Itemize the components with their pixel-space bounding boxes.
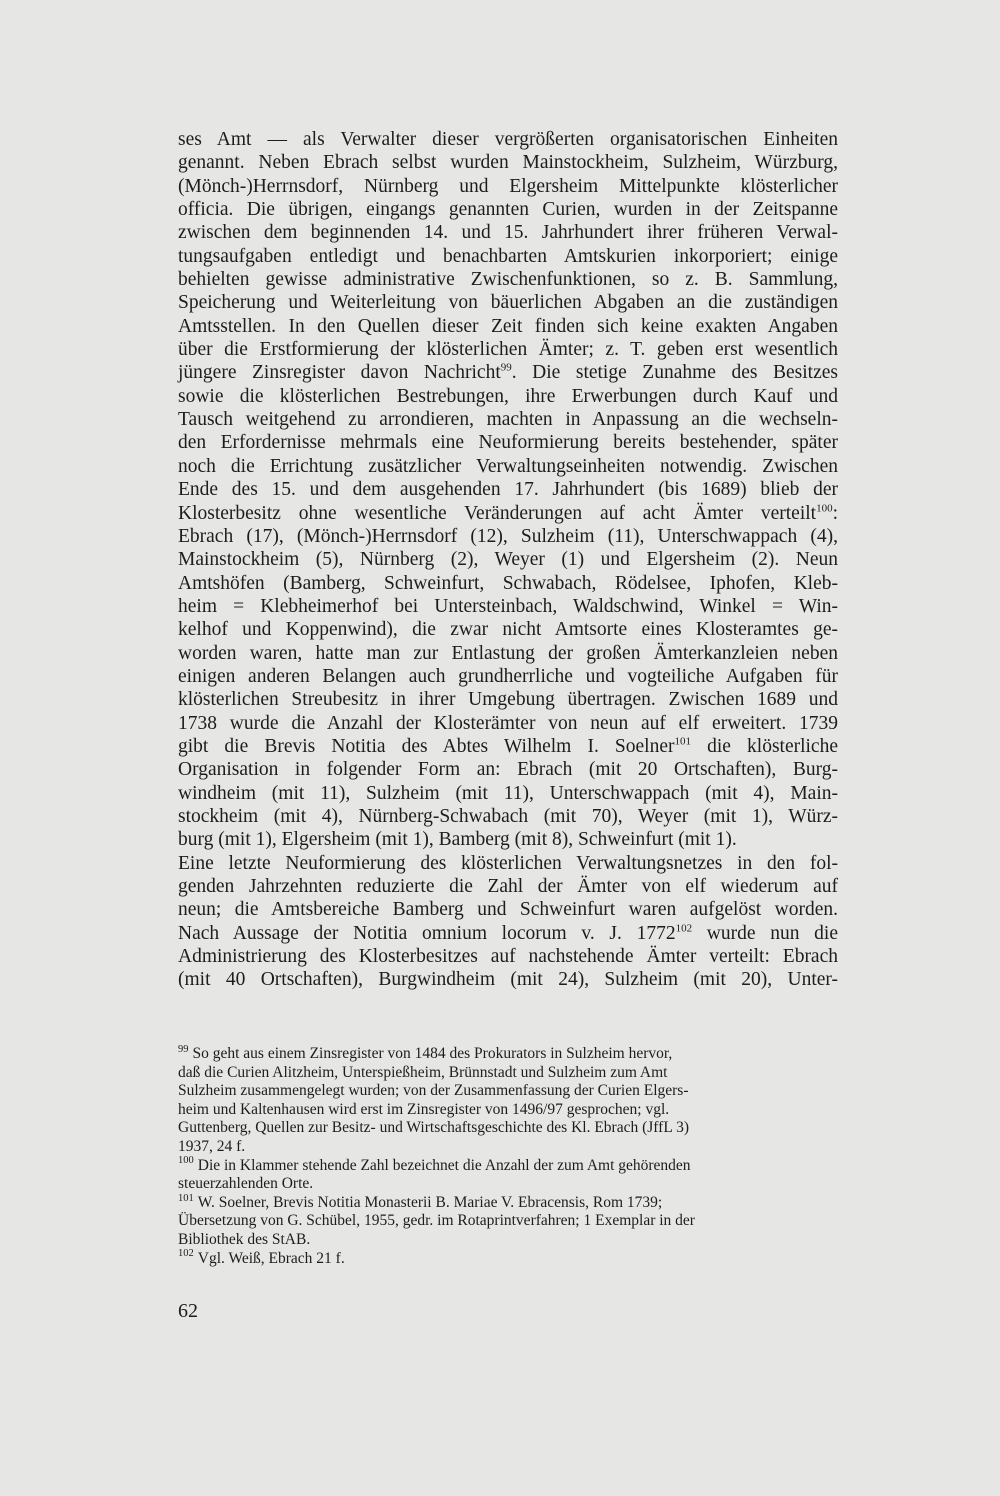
body-line <box>178 502 838 525</box>
body-line: Administrierung des Klosterbesitzes auf nachstehende Ämter verteilt: Ebrach <box>178 946 838 968</box>
footnote-number: 102 <box>178 1248 194 1260</box>
footnote-number: 101 <box>178 1192 194 1204</box>
body-line-text: : <box>832 502 838 524</box>
body-line-text: jüngere Zinsregister davon Nachricht <box>178 362 501 384</box>
footnote-99 <box>178 1045 838 1157</box>
body-line: neun; die Amtsbereiche Bamberg und Schweinfurt waren aufgelöst worden. <box>178 899 838 921</box>
footnote-102 <box>178 1250 838 1269</box>
body-line: Ende des 15. und dem ausgehenden 17. Jahrhundert (bis 1689) blieb der <box>178 479 838 501</box>
body-line: burg (mit 1), Elgersheim (mit 1), Bamberg (mit 8), Schweinfurt (mit 1). <box>178 829 737 851</box>
footnote-line-text: W. Soelner, Brevis Notitia Monasterii B. Mariae V. Ebracensis, Rom 1739; <box>197 1193 663 1211</box>
footnote-line: Sulzheim zusammengelegt wurden; von der Zusammenfassung der Curien Elgers- <box>178 1082 689 1100</box>
body-line: sowie die klösterlichen Bestrebungen, ihre Erwerbungen durch Kauf und <box>178 385 838 407</box>
body-line: genannt. Neben Ebrach selbst wurden Mainstockheim, Sulzheim, Würzburg, <box>178 152 838 174</box>
footnote-ref-99[interactable]: 99 <box>500 361 512 374</box>
body-line <box>178 735 838 758</box>
footnote-line <box>178 1045 838 1064</box>
footnotes <box>178 1045 838 1268</box>
body-line: Amtshöfen (Bamberg, Schweinfurt, Schwabach, Rödelsee, Iphofen, Kleb- <box>178 572 838 594</box>
footnote-line: steuerzahlenden Orte. <box>178 1175 314 1193</box>
body-line: 1738 wurde die Anzahl der Klosterämter von neun auf elf erweitert. 1739 <box>178 712 838 734</box>
body-line: stockheim (mit 4), Nürnberg-Schwabach (mit 70), Weyer (mit 1), Würz- <box>178 805 838 827</box>
footnote-ref-100[interactable]: 100 <box>816 502 833 514</box>
body-line: Ebrach (17), (Mönch-)Herrnsdorf (12), Sulzheim (11), Unterschwappach (4), <box>178 525 838 547</box>
footnote-line <box>178 1157 838 1176</box>
footnote-ref-102[interactable]: 102 <box>675 922 693 935</box>
body-line <box>178 922 838 945</box>
body-line: (mit 40 Ortschaften), Burgwindheim (mit 24), Sulzheim (mit 20), Unter- <box>178 969 838 991</box>
footnote-line <box>178 1250 838 1269</box>
body-line: heim = Klebheimerhof bei Untersteinbach, Waldschwind, Winkel = Win- <box>178 595 838 617</box>
body-line: Organisation in folgender Form an: Ebrach (mit 20 Ortschaften), Burg- <box>178 759 838 781</box>
body-line: Mainstockheim (5), Nürnberg (2), Weyer (1) und Elgersheim (2). Neun <box>178 549 838 571</box>
body-line-text: gibt die Brevis Notitia des Abtes Wilhelm I. Soelner <box>178 735 675 757</box>
body-line: ses Amt — als Verwalter dieser vergrößerten organisatorischen Einheiten <box>178 129 838 150</box>
body-line: Tausch weitgehend zu arrondieren, machten in Anpassung an die wechseln- <box>178 409 838 431</box>
body-line: tungsaufgaben entledigt und benachbarten Amtskurien inkorporiert; einige <box>178 245 838 267</box>
footnote-line: Guttenberg, Quellen zur Besitz- und Wirtschaftsgeschichte des Kl. Ebrach (JffL 3) <box>178 1119 690 1137</box>
body-line: kelhof und Koppenwind), die zwar nicht Amtsorte eines Klosteramtes ge- <box>178 619 838 641</box>
body-line: klösterlichen Streubesitz in ihrer Umgebung übertragen. Zwischen 1689 und <box>178 689 838 711</box>
body-line: Eine letzte Neuformierung des klösterlichen Verwaltungsnetzes in den fol- <box>178 852 838 874</box>
body-line <box>178 361 838 384</box>
body-line: genden Jahrzehnten reduzierte die Zahl der Ämter von elf wiederum auf <box>178 876 838 897</box>
footnote-line <box>178 1194 838 1213</box>
body-line: worden waren, hatte man zur Entlastung der großen Ämterkanzleien neben <box>178 642 838 664</box>
body-line: über die Erstformierung der klösterlichen Ämter; z. T. geben erst wesentlich <box>178 339 838 361</box>
footnote-line: 1937, 24 f. <box>178 1137 246 1155</box>
footnote-line-text: So geht aus einem Zinsregister von 1484 des Prokurators in Sulzheim hervor, <box>192 1045 673 1062</box>
footnote-line: Bibliothek des StAB. <box>178 1230 311 1248</box>
body-line: einigen anderen Belangen auch grundherrliche und vogteiliche Aufgaben für <box>178 665 838 687</box>
body-line: behielten gewisse administrative Zwischenfunktionen, so z. B. Sammlung, <box>178 269 838 291</box>
body-line-text: wurde nun die <box>692 922 838 944</box>
body-line-text: die klösterliche <box>691 735 838 757</box>
body-line: noch die Errichtung zusätzlicher Verwaltungseinheiten notwendig. Zwischen <box>178 455 838 477</box>
footnote-line: heim und Kaltenhausen wird erst im Zinsregister von 1496/97 gesprochen; vgl. <box>178 1100 670 1118</box>
body-line: windheim (mit 11), Sulzheim (mit 11), Unterschwappach (mit 4), Main- <box>178 782 838 804</box>
footnote-ref-101[interactable]: 101 <box>674 735 691 748</box>
body-line-text: . Die stetige Zunahme des Besitzes <box>511 362 838 384</box>
body-line-text: Nach Aussage der Notitia omnium locorum v. J. 1772 <box>178 922 676 944</box>
footnote-line: daß die Curien Alitzheim, Unterspießheim, Brünnstadt und Sulzheim zum Amt <box>178 1063 668 1081</box>
footnote-line: Übersetzung von G. Schübel, 1955, gedr. im Rotaprintverfahren; 1 Exemplar in der <box>178 1212 695 1230</box>
body-line: Speicherung und Weiterleitung von bäuerlichen Abgaben an die zuständigen <box>178 292 838 314</box>
body-text <box>178 128 838 992</box>
footnote-line-text: Die in Klammer stehende Zahl bezeichnet die Anzahl der zum Amt gehörenden <box>197 1156 691 1174</box>
footnote-number: 99 <box>178 1043 189 1055</box>
body-line: den Erfordernisse mehrmals eine Neuformierung bereits bestehender, später <box>178 432 838 454</box>
body-line-text: Klosterbesitz ohne wesentliche Veränderungen auf acht Ämter verteilt <box>178 502 817 524</box>
body-line: (Mönch-)Herrnsdorf, Nürnberg und Elgersheim Mittelpunkte klösterlicher <box>178 175 838 197</box>
page-number: 62 <box>178 1300 198 1322</box>
footnote-line-text: Vgl. Weiß, Ebrach 21 f. <box>197 1249 345 1267</box>
body-line: zwischen dem beginnenden 14. und 15. Jahrhundert ihrer früheren Verwal- <box>178 222 838 244</box>
footnote-number: 100 <box>178 1155 194 1167</box>
body-line: officia. Die übrigen, eingangs genannten Curien, wurden in der Zeitspanne <box>178 199 838 221</box>
footnote-100 <box>178 1157 838 1194</box>
footnote-101 <box>178 1194 838 1250</box>
body-line: Amtsstellen. In den Quellen dieser Zeit finden sich keine exakten Angaben <box>178 315 838 337</box>
